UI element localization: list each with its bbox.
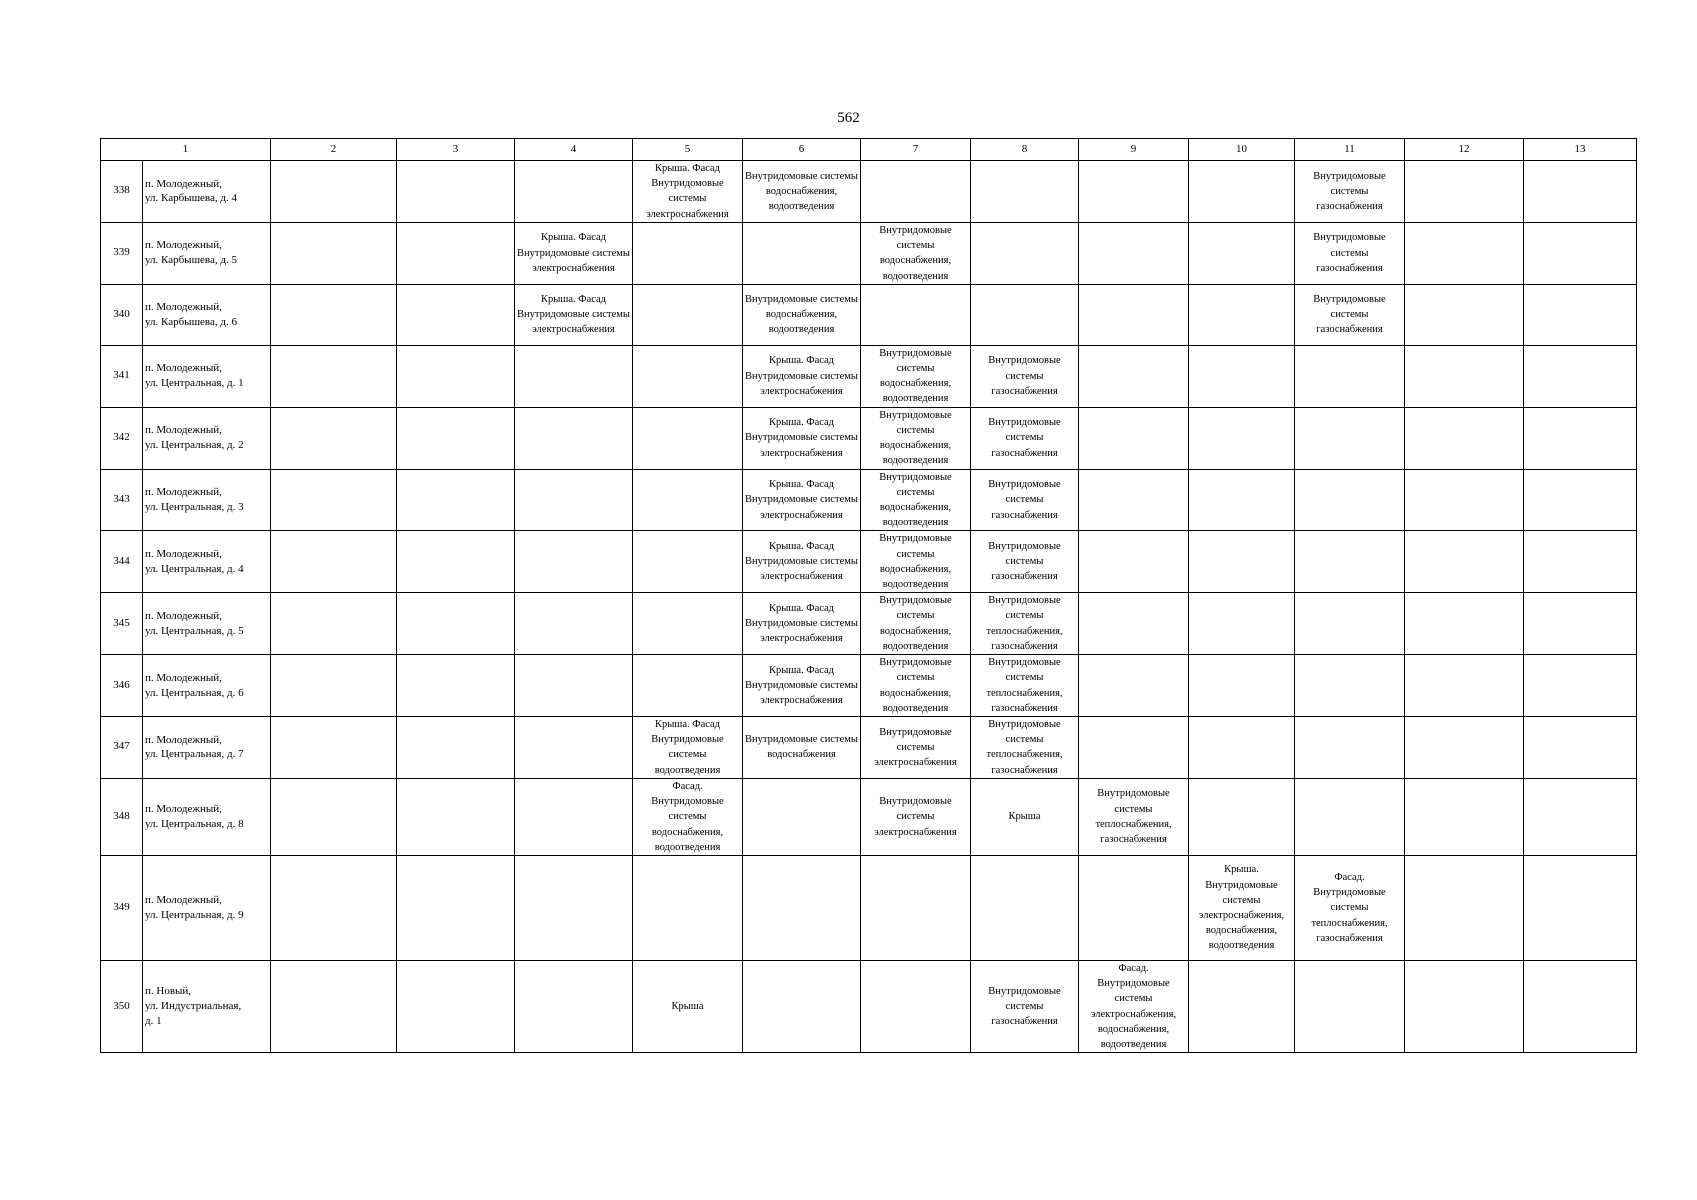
column-header-8: 8: [971, 139, 1079, 161]
work-cell-col-13: [1524, 717, 1637, 779]
column-header-4: 4: [515, 139, 633, 161]
table-row: [101, 284, 1637, 345]
address-cell: п. Молодежный, ул. Карбышева, д. 5: [143, 222, 271, 284]
row-number: 340: [101, 284, 143, 345]
work-cell-col-7: [861, 855, 971, 960]
row-number: 348: [101, 778, 143, 855]
work-description: Крыша. Фасад Внутридомовые системы электроснабжения: [646, 163, 729, 220]
column-header-12: 12: [1405, 139, 1524, 161]
work-cell-col-6: [743, 717, 861, 779]
column-header-6: 6: [743, 139, 861, 161]
work-cell-col-4: [515, 717, 633, 779]
work-cell-col-9: [1079, 960, 1189, 1052]
table-row: [101, 593, 1637, 655]
work-cell-col-3: [397, 778, 515, 855]
work-cell-col-3: [397, 222, 515, 284]
work-cell-col-12: [1405, 531, 1524, 593]
work-description: Крыша. Фасад Внутридомовые системы электроснабжения: [745, 355, 858, 397]
work-cell-col-11: [1295, 345, 1405, 407]
work-description: Внутридомовые системы водоснабжения, водоотведения: [745, 293, 858, 336]
work-cell-col-7: [861, 345, 971, 407]
work-cell-col-5: [633, 531, 743, 593]
work-cell-col-9: [1079, 222, 1189, 284]
row-number: 341: [101, 345, 143, 407]
work-cell-col-6: [743, 345, 861, 407]
work-cell-col-2: [271, 717, 397, 779]
work-description: Фасад. Внутридомовые системы теплоснабжения, газоснабжения: [1311, 871, 1388, 944]
work-description: Крыша: [671, 1001, 704, 1013]
work-cell-col-9: [1079, 855, 1189, 960]
work-cell-col-5: [633, 222, 743, 284]
work-cell-col-4: [515, 161, 633, 223]
work-cell-col-11: [1295, 161, 1405, 223]
work-cell-col-12: [1405, 960, 1524, 1052]
work-cell-col-4: [515, 960, 633, 1052]
work-cell-col-7: [861, 655, 971, 717]
column-header-1: 1: [101, 139, 271, 161]
work-description: Внутридомовые системы газоснабжения: [1313, 293, 1386, 336]
work-cell-col-6: [743, 593, 861, 655]
work-cell-col-10: [1189, 345, 1295, 407]
address-cell: п. Молодежный, ул. Карбышева, д. 4: [143, 161, 271, 223]
work-cell-col-8: [971, 345, 1079, 407]
work-cell-col-11: [1295, 717, 1405, 779]
work-cell-col-9: [1079, 284, 1189, 345]
work-description: Внутридомовые системы газоснабжения: [988, 479, 1061, 521]
work-cell-col-2: [271, 161, 397, 223]
work-cell-col-4: [515, 407, 633, 469]
work-cell-col-7: [861, 593, 971, 655]
column-header-11: 11: [1295, 139, 1405, 161]
work-cell-col-7: [861, 222, 971, 284]
work-description: Внутридомовые системы водоснабжения, водоотведения: [879, 409, 952, 467]
work-cell-col-8: [971, 960, 1079, 1052]
row-number: 343: [101, 469, 143, 531]
work-description: Крыша. Фасад Внутридомовые системы электроснабжения: [745, 602, 858, 645]
work-cell-col-6: [743, 222, 861, 284]
work-cell-col-12: [1405, 469, 1524, 531]
work-cell-col-3: [397, 469, 515, 531]
work-description: Крыша. Фасад Внутридомовые системы электроснабжения: [745, 664, 858, 707]
row-number: 345: [101, 593, 143, 655]
work-cell-col-13: [1524, 284, 1637, 345]
work-cell-col-12: [1405, 593, 1524, 655]
work-cell-col-5: [633, 469, 743, 531]
work-cell-col-9: [1079, 655, 1189, 717]
row-number: 342: [101, 407, 143, 469]
work-cell-col-13: [1524, 161, 1637, 223]
work-cell-col-11: [1295, 778, 1405, 855]
row-number: 347: [101, 717, 143, 779]
work-cell-col-7: [861, 531, 971, 593]
work-cell-col-6: [743, 407, 861, 469]
work-cell-col-13: [1524, 345, 1637, 407]
work-cell-col-8: [971, 531, 1079, 593]
work-cell-col-2: [271, 593, 397, 655]
work-cell-col-11: [1295, 531, 1405, 593]
work-description: Крыша. Фасад Внутридомовые системы водоотведения: [651, 719, 724, 776]
address-cell: п. Молодежный, ул. Карбышева, д. 6: [143, 284, 271, 345]
work-cell-col-13: [1524, 593, 1637, 655]
address-cell: п. Молодежный, ул. Центральная, д. 5: [143, 593, 271, 655]
work-cell-col-8: [971, 778, 1079, 855]
work-cell-col-4: [515, 222, 633, 284]
work-description: Внутридомовые системы газоснабжения: [988, 985, 1061, 1028]
table-row: [101, 531, 1637, 593]
work-cell-col-6: [743, 469, 861, 531]
repair-plan-table: [100, 138, 1637, 1053]
work-description: Внутридомовые системы газоснабжения: [988, 540, 1061, 583]
work-description: Фасад. Внутридомовые системы водоснабжения, водоотведения: [651, 780, 724, 853]
column-header-9: 9: [1079, 139, 1189, 161]
work-cell-col-3: [397, 531, 515, 593]
work-cell-col-2: [271, 345, 397, 407]
work-cell-col-13: [1524, 407, 1637, 469]
table-row: [101, 778, 1637, 855]
page-number: 562: [837, 110, 860, 126]
work-cell-col-2: [271, 778, 397, 855]
work-cell-col-13: [1524, 855, 1637, 960]
address-cell: п. Молодежный, ул. Центральная, д. 1: [143, 345, 271, 407]
work-description: Крыша. Внутридомовые системы электроснабжения, водоснабжения, водоотведения: [1198, 864, 1285, 952]
row-number: 349: [101, 855, 143, 960]
column-header-2: 2: [271, 139, 397, 161]
work-cell-col-10: [1189, 469, 1295, 531]
work-cell-col-12: [1405, 161, 1524, 223]
work-cell-col-11: [1295, 855, 1405, 960]
work-cell-col-8: [971, 284, 1079, 345]
work-cell-col-4: [515, 855, 633, 960]
column-header-13: 13: [1524, 139, 1637, 161]
work-description: Внутридомовые системы электроснабжения: [874, 726, 957, 769]
work-cell-col-3: [397, 855, 515, 960]
work-cell-col-11: [1295, 222, 1405, 284]
work-cell-col-10: [1189, 855, 1295, 960]
work-description: Внутридомовые системы водоснабжения, водоотведения: [879, 471, 952, 529]
work-cell-col-13: [1524, 778, 1637, 855]
row-number: 339: [101, 222, 143, 284]
work-cell-col-11: [1295, 960, 1405, 1052]
work-description: Внутридомовые системы газоснабжения: [988, 417, 1061, 459]
work-cell-col-3: [397, 655, 515, 717]
work-cell-col-3: [397, 407, 515, 469]
work-cell-col-9: [1079, 469, 1189, 531]
work-description: Внутридомовые системы водоснабжения, водоотведения: [879, 657, 952, 714]
work-cell-col-9: [1079, 593, 1189, 655]
work-cell-col-5: [633, 960, 743, 1052]
table-row: [101, 161, 1637, 223]
work-cell-col-11: [1295, 284, 1405, 345]
work-cell-col-5: [633, 855, 743, 960]
work-cell-col-4: [515, 778, 633, 855]
work-cell-col-6: [743, 655, 861, 717]
work-cell-col-13: [1524, 531, 1637, 593]
row-number: 350: [101, 960, 143, 1052]
work-cell-col-6: [743, 855, 861, 960]
work-description: Внутридомовые системы электроснабжения: [874, 796, 957, 838]
address-cell: п. Новый, ул. Индустриальная, д. 1: [143, 960, 271, 1052]
work-cell-col-7: [861, 778, 971, 855]
table-row: [101, 960, 1637, 1052]
work-cell-col-5: [633, 593, 743, 655]
work-cell-col-9: [1079, 407, 1189, 469]
work-cell-col-8: [971, 407, 1079, 469]
work-cell-col-5: [633, 161, 743, 223]
work-description: Внутридомовые системы водоснабжения, водоотведения: [879, 224, 952, 282]
work-cell-col-5: [633, 284, 743, 345]
work-cell-col-4: [515, 531, 633, 593]
work-cell-col-10: [1189, 284, 1295, 345]
work-cell-col-3: [397, 284, 515, 345]
work-cell-col-5: [633, 345, 743, 407]
work-cell-col-8: [971, 855, 1079, 960]
work-description: Крыша. Фасад Внутридомовые системы электроснабжения: [517, 293, 630, 336]
work-cell-col-3: [397, 960, 515, 1052]
work-cell-col-10: [1189, 778, 1295, 855]
work-cell-col-7: [861, 717, 971, 779]
work-cell-col-12: [1405, 345, 1524, 407]
work-cell-col-2: [271, 960, 397, 1052]
work-cell-col-6: [743, 778, 861, 855]
work-cell-col-8: [971, 717, 1079, 779]
work-cell-col-2: [271, 284, 397, 345]
work-cell-col-10: [1189, 593, 1295, 655]
column-header-3: 3: [397, 139, 515, 161]
work-cell-col-8: [971, 655, 1079, 717]
address-cell: п. Молодежный, ул. Центральная, д. 9: [143, 855, 271, 960]
work-cell-col-2: [271, 407, 397, 469]
table-row: [101, 655, 1637, 717]
work-cell-col-5: [633, 655, 743, 717]
work-description: Внутридомовые системы водоснабжения, водоотведения: [745, 170, 858, 213]
work-cell-col-9: [1079, 717, 1189, 779]
work-cell-col-12: [1405, 284, 1524, 345]
work-description: Внутридомовые системы водоснабжения: [745, 734, 858, 761]
column-header-5: 5: [633, 139, 743, 161]
table-row: [101, 855, 1637, 960]
work-cell-col-2: [271, 855, 397, 960]
work-cell-col-2: [271, 222, 397, 284]
work-cell-col-8: [971, 469, 1079, 531]
work-cell-col-3: [397, 161, 515, 223]
work-cell-col-7: [861, 284, 971, 345]
work-cell-col-4: [515, 593, 633, 655]
work-cell-col-8: [971, 222, 1079, 284]
work-description: Крыша. Фасад Внутридомовые системы электроснабжения: [745, 540, 858, 583]
work-cell-col-7: [861, 161, 971, 223]
column-header-10: 10: [1189, 139, 1295, 161]
table-row: [101, 222, 1637, 284]
work-cell-col-4: [515, 655, 633, 717]
work-cell-col-13: [1524, 222, 1637, 284]
work-cell-col-9: [1079, 345, 1189, 407]
work-cell-col-11: [1295, 469, 1405, 531]
address-cell: п. Молодежный, ул. Центральная, д. 4: [143, 531, 271, 593]
work-cell-col-12: [1405, 855, 1524, 960]
work-cell-col-9: [1079, 161, 1189, 223]
work-description: Внутридомовые системы теплоснабжения, газоснабжения: [1095, 788, 1172, 846]
work-cell-col-10: [1189, 531, 1295, 593]
work-description: Внутридомовые системы теплоснабжения, газоснабжения: [986, 657, 1063, 714]
work-cell-col-13: [1524, 960, 1637, 1052]
table-row: [101, 345, 1637, 407]
work-cell-col-11: [1295, 593, 1405, 655]
work-cell-col-13: [1524, 655, 1637, 717]
address-cell: п. Молодежный, ул. Центральная, д. 7: [143, 717, 271, 779]
work-cell-col-7: [861, 469, 971, 531]
address-cell: п. Молодежный, ул. Центральная, д. 8: [143, 778, 271, 855]
work-description: Внутридомовые системы газоснабжения: [1313, 232, 1386, 274]
work-cell-col-9: [1079, 778, 1189, 855]
work-cell-col-2: [271, 469, 397, 531]
work-description: Крыша: [1008, 811, 1041, 823]
row-number: 344: [101, 531, 143, 593]
row-number: 346: [101, 655, 143, 717]
work-cell-col-4: [515, 284, 633, 345]
address-cell: п. Молодежный, ул. Центральная, д. 2: [143, 407, 271, 469]
work-cell-col-12: [1405, 778, 1524, 855]
column-header-7: 7: [861, 139, 971, 161]
work-cell-col-12: [1405, 717, 1524, 779]
work-cell-col-12: [1405, 407, 1524, 469]
work-cell-col-6: [743, 284, 861, 345]
work-cell-col-10: [1189, 960, 1295, 1052]
work-cell-col-11: [1295, 655, 1405, 717]
table-row: [101, 717, 1637, 779]
work-cell-col-3: [397, 717, 515, 779]
work-description: Крыша. Фасад Внутридомовые системы электроснабжения: [517, 232, 630, 274]
work-cell-col-6: [743, 531, 861, 593]
work-cell-col-8: [971, 593, 1079, 655]
work-description: Внутридомовые системы теплоснабжения, газоснабжения: [986, 719, 1063, 776]
work-cell-col-6: [743, 161, 861, 223]
work-cell-col-10: [1189, 717, 1295, 779]
work-cell-col-7: [861, 407, 971, 469]
address-cell: п. Молодежный, ул. Центральная, д. 6: [143, 655, 271, 717]
work-description: Фасад. Внутридомовые системы электроснабжения, водоснабжения, водоотведения: [1090, 962, 1177, 1051]
work-cell-col-13: [1524, 469, 1637, 531]
work-cell-col-9: [1079, 531, 1189, 593]
work-cell-col-2: [271, 655, 397, 717]
work-cell-col-3: [397, 593, 515, 655]
work-description: Внутридомовые системы водоснабжения, водоотведения: [879, 533, 952, 591]
work-cell-col-4: [515, 345, 633, 407]
work-cell-col-12: [1405, 655, 1524, 717]
work-description: Внутридомовые системы теплоснабжения, газоснабжения: [986, 595, 1063, 652]
row-number: 338: [101, 161, 143, 223]
work-cell-col-2: [271, 531, 397, 593]
table-body: [101, 161, 1637, 1053]
work-cell-col-10: [1189, 655, 1295, 717]
work-cell-col-6: [743, 960, 861, 1052]
address-cell: п. Молодежный, ул. Центральная, д. 3: [143, 469, 271, 531]
header-row: [101, 139, 1637, 161]
work-cell-col-5: [633, 717, 743, 779]
table-row: [101, 407, 1637, 469]
work-cell-col-12: [1405, 222, 1524, 284]
work-cell-col-5: [633, 407, 743, 469]
work-cell-col-11: [1295, 407, 1405, 469]
work-cell-col-3: [397, 345, 515, 407]
work-description: Внутридомовые системы водоснабжения, водоотведения: [879, 595, 952, 652]
work-cell-col-8: [971, 161, 1079, 223]
work-description: Внутридомовые системы водоснабжения, водоотведения: [879, 347, 952, 405]
work-description: Крыша. Фасад Внутридомовые системы электроснабжения: [745, 479, 858, 521]
table-row: [101, 469, 1637, 531]
work-cell-col-4: [515, 469, 633, 531]
work-cell-col-10: [1189, 161, 1295, 223]
work-cell-col-10: [1189, 222, 1295, 284]
work-description: Крыша. Фасад Внутридомовые системы электроснабжения: [745, 417, 858, 459]
work-description: Внутридомовые системы газоснабжения: [988, 355, 1061, 397]
work-cell-col-5: [633, 778, 743, 855]
work-description: Внутридомовые системы газоснабжения: [1313, 170, 1386, 213]
work-cell-col-10: [1189, 407, 1295, 469]
work-cell-col-7: [861, 960, 971, 1052]
